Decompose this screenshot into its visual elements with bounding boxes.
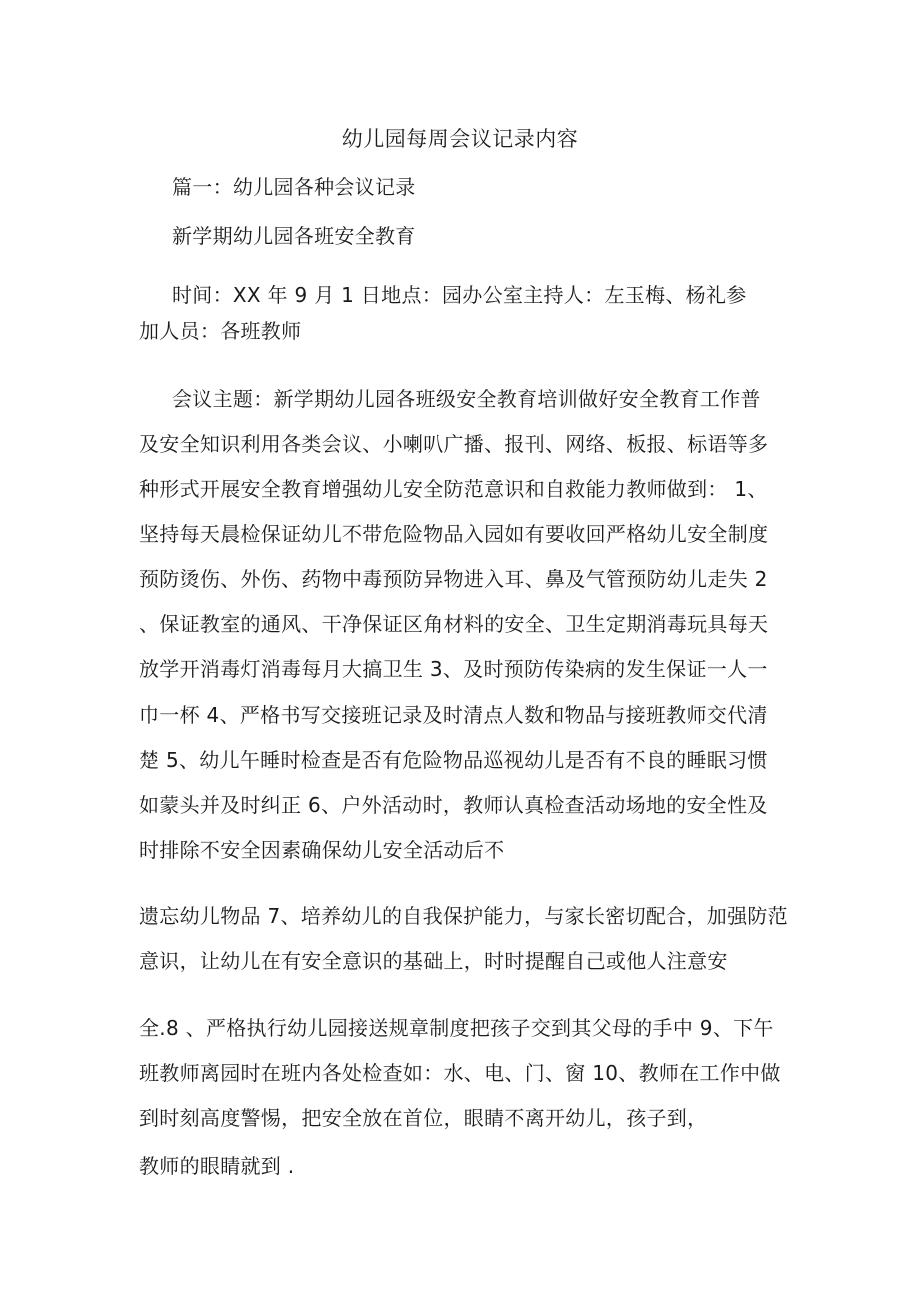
body-line: 遗忘幼儿物品 7、培养幼儿的自我保护能力，与家长密切配合，加强防范 (139, 904, 788, 928)
body-line: 及安全知识利用各类会议、小喇叭广播、报刊、网络、板报、标语等多 (139, 432, 769, 456)
body-line: 会议主题：新学期幼儿园各班级安全教育培训做好安全教育工作普 (172, 387, 761, 411)
meeting-info-line: 时间：XX 年 9 月 1 日地点：园办公室主持人：左玉梅、杨礼参 (172, 283, 747, 307)
body-line: 种形式开展安全教育增强幼儿安全防范意识和自救能力教师做到： 1、 (139, 477, 768, 501)
body-line: 教师的眼睛就到 . (139, 1154, 295, 1178)
body-line: 如蒙头并及时纠正 6、户外活动时，教师认真检查活动场地的安全性及 (139, 793, 768, 817)
body-line: 到时刻高度警惕，把安全放在首位，眼睛不离开幼儿，孩子到， (139, 1106, 708, 1130)
body-line: 全.8 、严格执行幼儿园接送规章制度把孩子交到其父母的手中 9、下午 (139, 1016, 774, 1040)
document-title: 幼儿园每周会议记录内容 (341, 127, 579, 151)
body-line: 班教师离园时在班内各处检查如：水、电、门、窗 10、教师在工作中做 (139, 1061, 781, 1085)
section-heading: 篇一：幼儿园各种会议记录 (172, 175, 416, 199)
body-line: 楚 5、幼儿午睡时检查是否有危险物品巡视幼儿是否有不良的睡眠习惯 (139, 748, 768, 772)
body-line: 、保证教室的通风、干净保证区角材料的安全、卫生定期消毒玩具每天 (139, 612, 769, 636)
body-line: 意识，让幼儿在有安全意识的基础上，时时提醒自己或他人注意安 (139, 949, 728, 973)
body-line: 放学开消毒灯消毒每月大搞卫生 3、及时预防传染病的发生保证一人一 (139, 657, 768, 681)
body-line: 巾一杯 4、严格书写交接班记录及时清点人数和物品与接班教师交代清 (139, 703, 768, 727)
body-line: 时排除不安全因素确保幼儿安全活动后不 (139, 838, 505, 862)
meeting-info-line: 加人员：各班教师 (139, 319, 302, 343)
body-line: 坚持每天晨检保证幼儿不带危险物品入园如有要收回严格幼儿安全制度 (139, 522, 769, 546)
body-line: 预防烫伤、外伤、药物中毒预防异物进入耳、鼻及气管预防幼儿走失 2 (139, 567, 768, 591)
subheading: 新学期幼儿园各班安全教育 (172, 224, 416, 248)
